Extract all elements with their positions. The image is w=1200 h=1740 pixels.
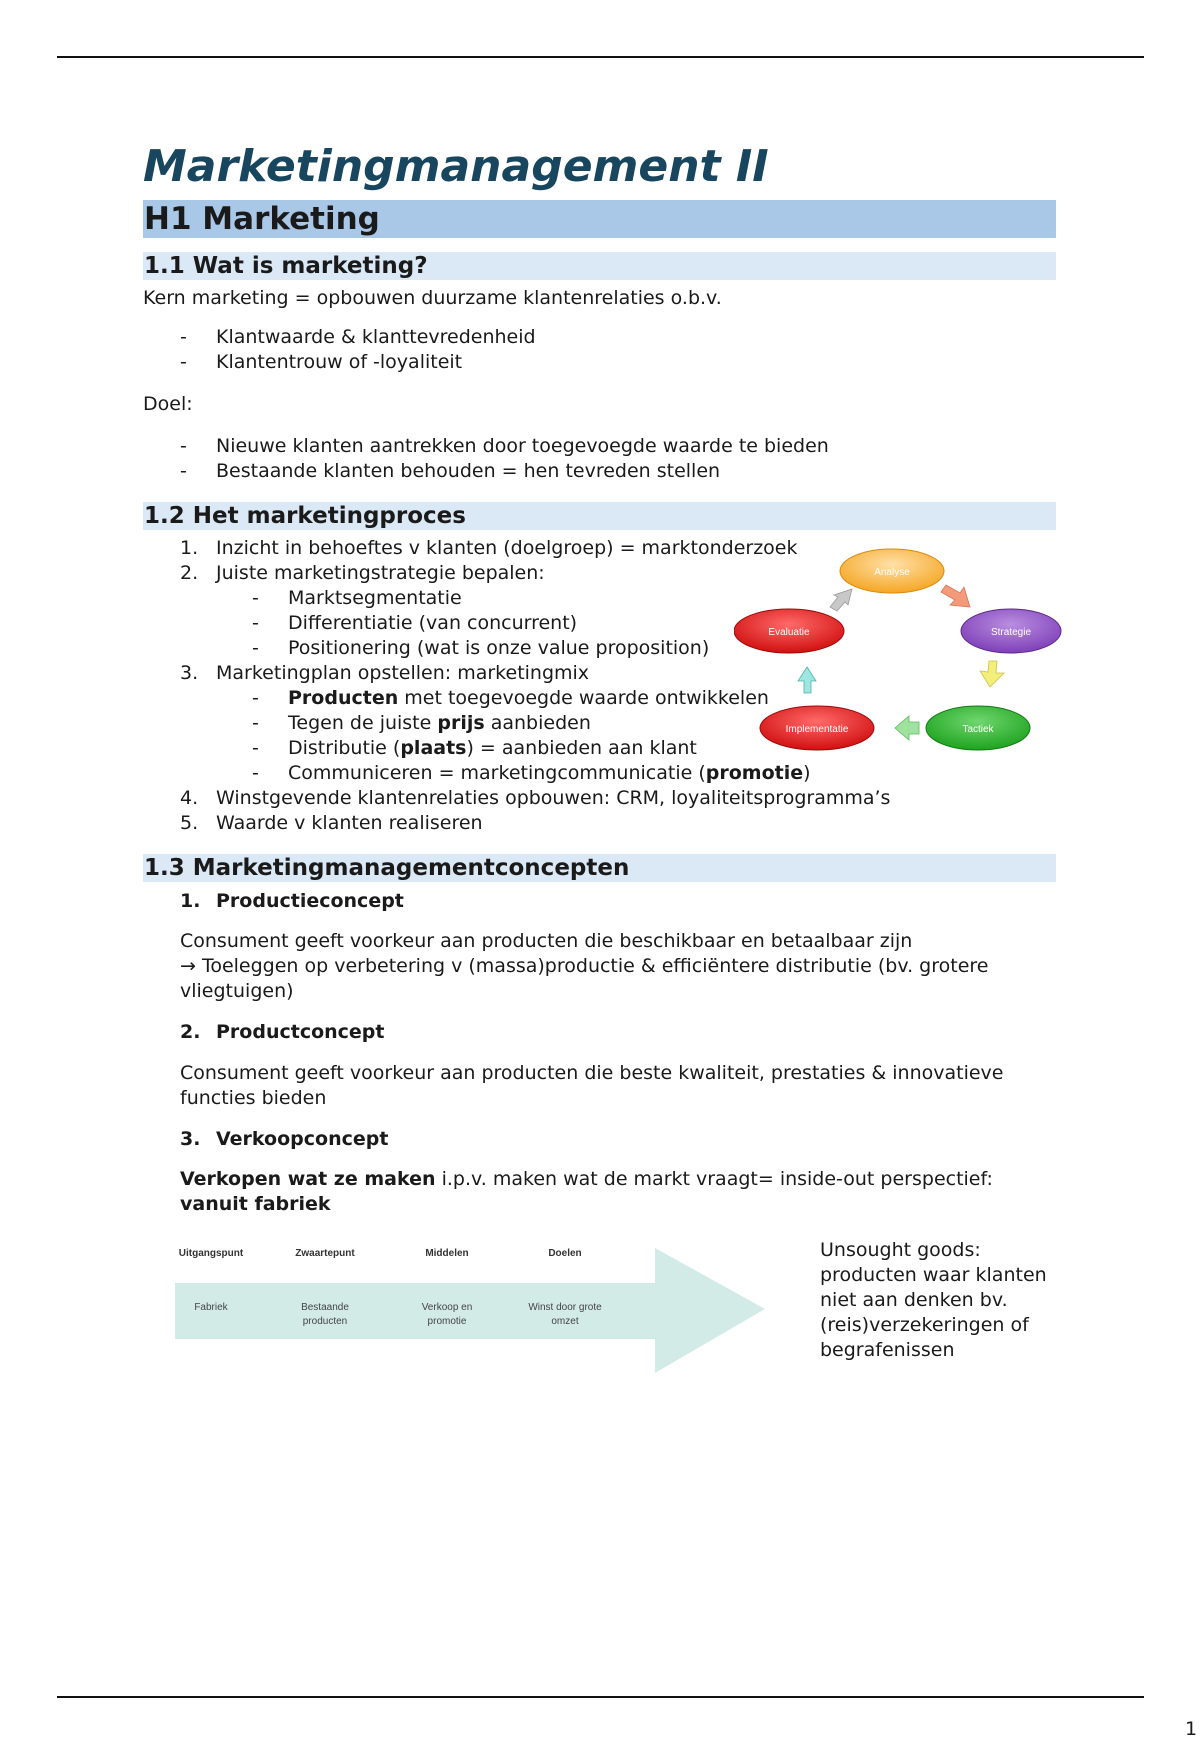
item-text: ) = aanbieden aan klant: [466, 737, 697, 759]
item-number: 3.: [180, 1128, 201, 1150]
item-number: 3.: [180, 662, 199, 684]
concept-title: [143, 1127, 1056, 1152]
list-item: - Nieuwe klanten aantrekken door toegevoegde waarde te bieden: [143, 434, 1056, 459]
arrow-value-4a: Winst door grote: [528, 1302, 602, 1313]
list-item: - Marktsegmentatie: [143, 586, 1056, 611]
evaluatie-label: Evaluatie: [768, 627, 810, 638]
item-text: Juiste marketingstrategie bepalen:: [216, 562, 545, 584]
item-text: Waarde v klanten realiseren: [216, 812, 483, 834]
list-item: [143, 786, 1056, 811]
arrow-header-4: Doelen: [548, 1248, 582, 1259]
concept-text: [143, 1167, 1056, 1217]
section-heading-1-3: 1.3 Marketingmanagementconcepten: [143, 854, 1056, 882]
arrow-value-2b: producten: [302, 1316, 348, 1327]
list-item: - Bestaande klanten behouden = hen tevreden stellen: [143, 459, 1056, 484]
bold-term: promotie: [705, 762, 804, 784]
strategie-label: Strategie: [990, 627, 1032, 638]
arrow-implementatie-evaluatie-icon: [798, 667, 816, 693]
arrow-value-3a: Verkoop en: [421, 1302, 473, 1313]
concept-name: Productconcept: [216, 1021, 385, 1043]
arrow-strategie-tactiek-icon: [980, 661, 1004, 687]
item-text: Distributie (: [288, 737, 401, 759]
bold-term: Producten: [288, 687, 399, 709]
item-number: 5.: [180, 812, 199, 834]
concept-title: [143, 889, 1056, 914]
bold-term: vanuit fabriek: [180, 1193, 331, 1215]
item-text: Inzicht in behoeftes v klanten (doelgroep) = marktonderzoek: [216, 537, 798, 559]
item-text: ): [803, 762, 811, 784]
concept-text: Consument geeft voorkeur aan producten die beschikbaar en betaalbaar zijn: [180, 930, 913, 952]
chapter-heading: H1 Marketing: [143, 200, 1056, 238]
arrow-analyse-strategie-icon: [941, 585, 970, 607]
arrow-value-1: Fabriek: [194, 1302, 228, 1313]
goal-list: [143, 434, 1056, 484]
item-text: i.p.v. maken wat de markt vraagt= inside-out perspectief:: [435, 1168, 993, 1190]
item-text: Tegen de juiste: [288, 712, 438, 734]
item-number: 1.: [180, 890, 201, 912]
implementatie-label: Implementatie: [785, 724, 849, 735]
list-item: - Klantentrouw of -loyaliteit: [143, 350, 1056, 375]
bold-term: Verkopen wat ze maken: [180, 1168, 436, 1190]
list-item: - Positionering (wat is onze value proposition): [143, 636, 1056, 661]
bold-term: prijs: [437, 712, 485, 734]
concept-title: [143, 1020, 1056, 1045]
concept-name: Verkoopconcept: [216, 1128, 389, 1150]
list-item: [143, 811, 1056, 836]
arrow-header-1: Uitgangspunt: [178, 1248, 244, 1259]
page-number: 1: [1185, 1718, 1198, 1740]
marketing-cycle-diagram: [734, 547, 1064, 767]
verkoopconcept-arrow-diagram: [175, 1248, 765, 1378]
arrow-header-2: Zwaartepunt: [295, 1248, 355, 1259]
item-number: 4.: [180, 787, 199, 809]
top-rule: [57, 56, 1144, 58]
item-text: aanbieden: [484, 712, 591, 734]
section-heading-1-2: 1.2 Het marketingproces: [143, 502, 1056, 530]
arrow-value-4b: omzet: [551, 1316, 579, 1327]
arrow-evaluatie-analyse-icon: [830, 589, 852, 611]
document-title: Marketingmanagement II: [143, 141, 769, 192]
section-1-1-intro: Kern marketing = opbouwen duurzame klantenrelaties o.b.v.: [143, 287, 722, 309]
arrow-tactiek-implementatie-icon: [895, 716, 919, 740]
item-text: met toegevoegde waarde ontwikkelen: [398, 687, 769, 709]
item-text: Marketingplan opstellen: marketingmix: [216, 662, 590, 684]
arrow-header-3: Middelen: [425, 1248, 469, 1259]
core-list: [143, 325, 1056, 375]
analyse-label: Analyse: [874, 567, 910, 578]
item-text: Winstgevende klantenrelaties opbouwen: CRM, loyaliteitsprogramma’s: [216, 787, 891, 809]
item-number: 1.: [180, 537, 199, 559]
list-item: - Differentiatie (van concurrent): [143, 611, 1056, 636]
concept-text: Consument geeft voorkeur aan producten die beste kwaliteit, prestaties & innovatieve functies bieden: [180, 1062, 1004, 1109]
goal-label: Doel:: [143, 393, 193, 415]
arrow-value-2a: Bestaande: [301, 1302, 349, 1313]
list-item: - Klantwaarde & klanttevredenheid: [143, 325, 1056, 350]
unsought-goods-note: Unsought goods: producten waar klanten niet aan denken bv. (reis)verzekeringen of begrafenissen: [820, 1239, 1047, 1361]
item-text: Communiceren = marketingcommunicatie (: [288, 762, 706, 784]
bottom-rule: [57, 1696, 1144, 1698]
document-page: [143, 138, 1198, 1740]
tactiek-label: Tactiek: [962, 724, 994, 735]
concept-name: Productieconcept: [216, 890, 404, 912]
item-number: 2.: [180, 562, 199, 584]
item-number: 2.: [180, 1021, 201, 1043]
arrow-value-3b: promotie: [427, 1316, 467, 1327]
section-heading-1-1: 1.1 Wat is marketing?: [143, 252, 1056, 280]
bold-term: plaats: [400, 737, 467, 759]
concept-text: → Toeleggen op verbetering v (massa)productie & efficiëntere distributie (bv. grotere vliegtuigen): [180, 955, 989, 1002]
